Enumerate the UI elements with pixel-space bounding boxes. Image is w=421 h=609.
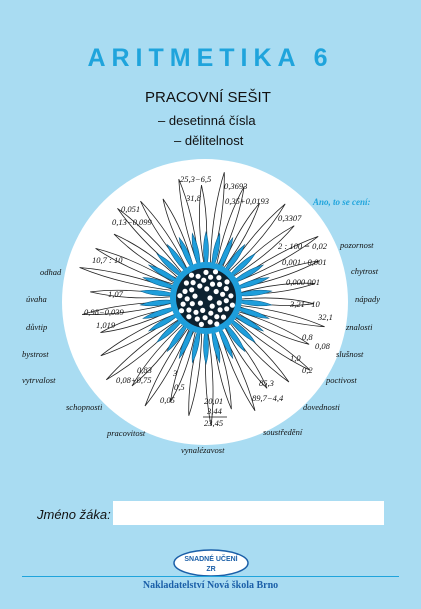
seed	[214, 314, 219, 319]
seed	[182, 289, 187, 294]
number-label: 0,13−0,099	[112, 217, 152, 227]
seed	[230, 303, 235, 308]
quality-label: bystrost	[22, 349, 49, 359]
number-label: 0,08	[315, 341, 330, 351]
seed	[191, 280, 196, 285]
topic-decimals: – desetinná čísla	[158, 113, 256, 128]
seed	[198, 301, 203, 306]
seed	[210, 304, 215, 309]
quality-label: dovednosti	[303, 402, 340, 412]
number-label: 0,35+0,0193	[225, 196, 269, 206]
quality-label: znalosti	[346, 322, 373, 332]
number-label: 32,1	[318, 312, 333, 322]
number-label: 0,08+0,75	[116, 375, 152, 385]
number-label: 0,3693	[224, 181, 248, 191]
number-label: 20,01	[204, 396, 224, 406]
seed	[204, 286, 209, 291]
number-label: 23,45	[204, 418, 224, 428]
student-name-field[interactable]	[113, 501, 384, 525]
seed	[189, 287, 194, 292]
seed	[203, 315, 208, 320]
seed	[199, 322, 204, 327]
number-label: 3,44	[207, 406, 222, 416]
seed	[224, 286, 229, 291]
seed	[210, 282, 215, 287]
number-label: 1,0	[290, 353, 301, 363]
seed	[179, 308, 184, 313]
quality-label: pracovitost	[107, 428, 146, 438]
seed	[201, 278, 206, 283]
seed	[192, 294, 197, 299]
number-label: 0,000 001	[286, 277, 320, 287]
seed	[221, 315, 226, 320]
footer-rule	[22, 576, 399, 577]
student-name-label: Jméno žáka:	[37, 507, 111, 522]
seed	[214, 289, 219, 294]
seed	[186, 307, 191, 312]
number-label: 0,5	[174, 382, 185, 392]
seed	[218, 307, 223, 312]
seed	[189, 273, 194, 278]
seed	[200, 308, 205, 313]
seed	[195, 316, 200, 321]
number-label: 0,2	[302, 365, 313, 375]
number-label: 0,83	[137, 365, 152, 375]
seed	[224, 279, 229, 284]
number-label: 25,3−6,5	[180, 174, 212, 184]
flower-heading: Ano, to se cení:	[313, 197, 371, 207]
number-label: 0,98−0,039	[84, 307, 124, 317]
number-label: 89,7−4,4	[252, 393, 284, 403]
number-label: 85,3	[259, 378, 274, 388]
seed	[207, 295, 212, 300]
cover-title: ARITMETIKA 6	[87, 44, 334, 72]
seal-text: SNADNÉ UČENÍ	[184, 556, 238, 563]
publisher-name: Nakladatelství Nová škola Brno	[142, 580, 279, 591]
quality-label: úvaha	[26, 294, 47, 304]
seed	[181, 302, 186, 307]
number-label: 10,7 : 10	[92, 255, 123, 265]
number-label: 0,001 · 0,001	[282, 257, 327, 267]
quality-label: chytrost	[351, 266, 379, 276]
seed	[184, 280, 189, 285]
seed	[196, 274, 201, 279]
seed	[220, 292, 225, 297]
number-label: 0,3307	[278, 213, 302, 223]
number-label: 1,07	[108, 289, 123, 299]
seed	[208, 319, 213, 324]
quality-label: schopnosti	[66, 402, 103, 412]
number-label: 31,8	[186, 193, 201, 203]
seed	[213, 269, 218, 274]
seed	[216, 275, 221, 280]
quality-label: vytrvalost	[22, 375, 56, 385]
quality-label: důvtip	[26, 322, 48, 332]
seed	[217, 282, 222, 287]
seed	[177, 293, 182, 298]
quality-label: poctivost	[326, 375, 357, 385]
number-label: 0,051	[121, 204, 141, 214]
number-label: 3,21 · 10	[290, 299, 320, 309]
seed	[185, 296, 190, 301]
cover-subtitle: PRACOVNÍ SEŠIT	[145, 89, 271, 106]
seed	[208, 275, 213, 280]
quality-label: soustředění	[263, 427, 303, 437]
seed	[203, 270, 208, 275]
quality-label: odhad	[40, 267, 62, 277]
number-label: 0,8	[302, 332, 313, 342]
publisher-seal	[171, 548, 251, 578]
seed	[217, 300, 222, 305]
quality-label: nápady	[355, 294, 381, 304]
quality-label: vynalézavost	[181, 445, 225, 455]
seal-monogram: ZR	[206, 566, 216, 573]
quality-label: slušnost	[336, 349, 364, 359]
number-label: 0,05	[160, 395, 175, 405]
seed	[208, 311, 213, 316]
number-label: 3	[173, 368, 178, 378]
seed	[224, 306, 229, 311]
number-label: 1,019	[96, 320, 116, 330]
seed	[190, 301, 195, 306]
seed	[197, 283, 202, 288]
number-label: 2 : 100 = 0,02	[278, 241, 327, 251]
quality-label: pozornost	[340, 240, 374, 250]
topic-divisibility: – dělitelnost	[174, 133, 244, 148]
seed	[224, 298, 229, 303]
seed	[193, 310, 198, 315]
seed	[186, 314, 191, 319]
seed	[228, 293, 233, 298]
seed	[214, 321, 219, 326]
